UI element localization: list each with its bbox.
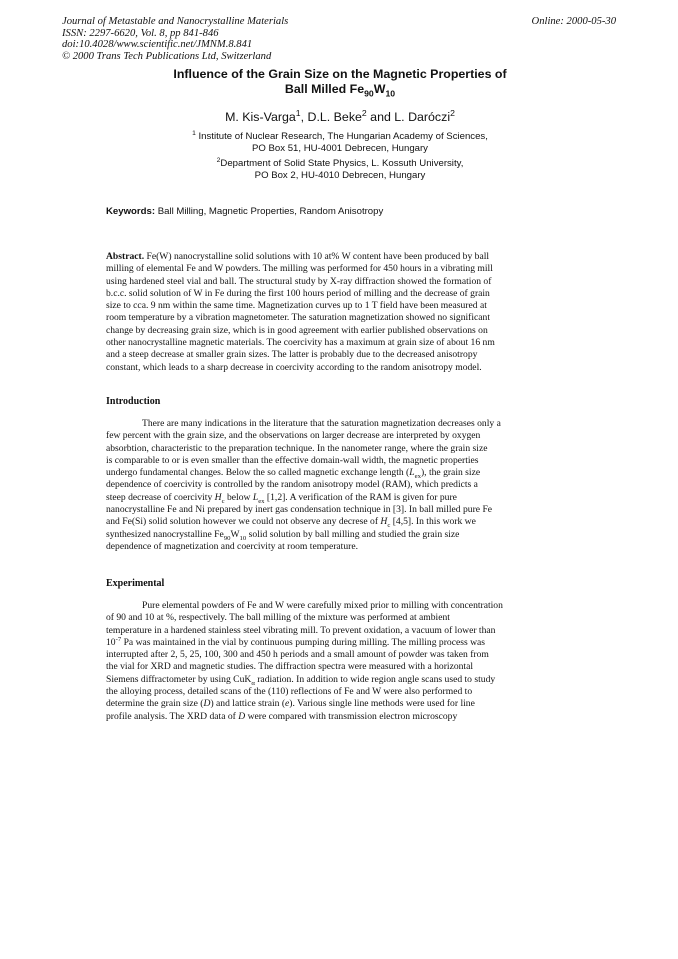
introduction-paragraph: There are many indications in the literature that the saturation magnetization decreases only a few percent with the grain size, and the observations on larger decrease are interpreted by oxygen absorbtion, characteristic to the preparation technique. In the nanometer range, where the grain size is comparable to or is even smaller than the effective domain-wall width, the magnetic properties undergo fundamental changes. Below the so called magnetic exchange length $(L_{ex})$, the grain size dependence of coercivity is controlled by the random anisotropy model (RAM), which predicts a steep decrease of coercivity $H_c$ below $L_{ex}$ [1,2]. A verification of the RAM is given for pure nanocrystalline Fe and Ni prepared by inert gas condensation technique in [3]. In ball milled pure Fe and Fe(Si) solid solution however we could not observe any decrese of $H_c$ [4,5]. In this work we synthesized nanocrystalline $Fe_{90}W_{10}$ solid solution by ball milling and studied the grain size dependence of magnetization and coercivity at room temperature.	[106, 418, 501, 552]
keywords	[106, 206, 576, 217]
paper-title	[90, 67, 590, 97]
journal-issn: ISSN: 2297-6620, Vol. 8, pp 841-846	[62, 27, 219, 39]
title-line-2: Ball Milled $Fe_{90}W_{10}$	[284, 82, 396, 99]
journal-copyright: © 2000 Trans Tech Publications Ltd, Switzerland	[62, 50, 272, 62]
title-line-1: Influence of the Grain Size on the Magnetic Properties of	[173, 67, 507, 81]
experimental-heading: Experimental	[106, 578, 165, 589]
online-date: Online: 2000-05-30	[531, 16, 616, 27]
journal-doi: doi:10.4028/www.scientific.net/JMNM.8.841	[62, 39, 253, 51]
abstract: Abstract. Fe(W) nanocrystalline solid solutions with 10 at% W content have been produced by ball milling of elemental Fe and W powders. The milling was performed for 450 hours in a vibrating mill using hardened steel vial and ball. The structural study by X-ray diffraction showed the formation of b.c.c. solid solution of W in Fe during the first 100 hours period of milling and the decrease of grain size to cca. 9 nm within the same time. Magnetization curves up to 1 T field have been measured at room temperature by a vibration magnetometer. The saturation magnetization showed no significant change by decreasing grain size, which is in good agreement with earlier published observations on other nanocrystalline magnetic materials. The coercivity has a maximum at grain size of about 16 nm and a steep decrease at smaller grain sizes. The latter is probably due to the decreased anisotropy constant, which leads to a sharp decrease in coercivity according to the random anisotropy model.	[106, 251, 495, 373]
keywords-label: Keywords:	[106, 206, 156, 217]
affiliation-1: $^1$ Institute of Nuclear Research, The Hungarian Academy of Sciences, PO Box 51, HU-4001 Debrecen, Hungary	[192, 129, 488, 154]
introduction-heading: Introduction	[106, 396, 161, 407]
experimental-paragraph: Pure elemental powders of Fe and W were carefully mixed prior to milling with concentration of 90 and 10 at %, respectively. The ball milling of the mixture was performed at ambient temperature in a hardened stainless steel vibrating mill. To prevent oxidation, a vacuum of lower than $10^{-7}$ Pa was maintained in the vial by continuous pumping during milling. The milling process was interrupted after 2, 5, 25, 100, 300 and 450 h periods and a small amount of powder was taken from the vial for XRD and magnetic studies. The diffraction spectra were measured with a horizontal Siemens diffractometer by using CuK$_\alpha$ radiation. In addition to wide region angle scans used to study the alloying process, detailed scans of the (110) reflections of Fe and W were also performed to determine the grain size (D) and lattice strain (e). Various single line methods were used for line profile analysis. The XRD data of D were compared with transmission electron microscopy	[106, 600, 503, 722]
journal-name: Journal of Metastable and Nanocrystalline Materials	[62, 16, 289, 27]
affiliation-2: $^2$Department of Solid State Physics, L. Kossuth University, PO Box 2, HU-4010 Debrecen, Hungary	[216, 156, 464, 181]
abstract-label: Abstract.	[106, 251, 145, 262]
keywords-text: Ball Milling, Magnetic Properties, Random Anisotropy	[155, 206, 384, 217]
author-list: M. Kis-Varga$^1$, D.L. Beke$^2$ and L. Daróczi$^2$	[225, 107, 455, 124]
journal-header	[62, 16, 442, 62]
